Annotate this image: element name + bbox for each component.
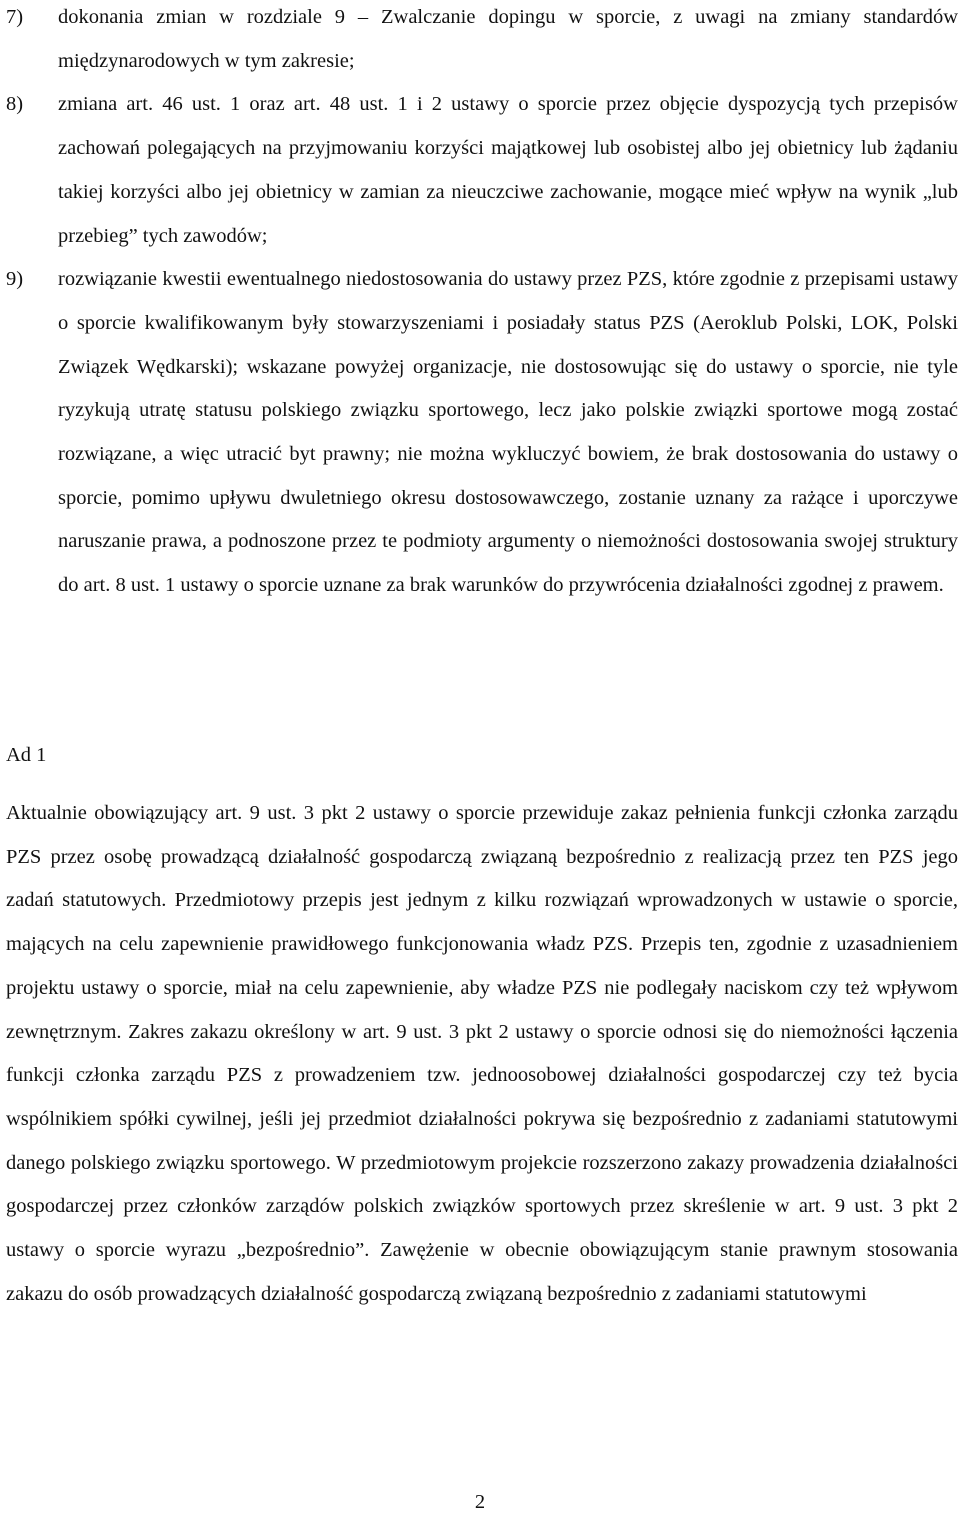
list-item-number: 7) <box>6 6 24 28</box>
list-item <box>6 0 958 83</box>
list-item-number: 8) <box>6 93 24 116</box>
list-item <box>6 83 958 258</box>
section-paragraph: Aktualnie obowiązujący art. 9 ust. 3 pkt 2 ustawy o sporcie przewiduje zakaz pełnienia funkcji członka zarządu PZS przez osobę prowadzącą działalność gospodarczą związaną bezpośrednio z realizacją przez ten PZS jego zadań statutowych. Przedmiotowy przepis jest jednym z kilku rozwiązań wprowadzonych w ustawie o sporcie, mających na celu zapewnienie prawidłowego funkcjonowania władz PZS. Przepis ten, zgodnie z uzasadnieniem projektu ustawy o sporcie, miał na celu zapewnienie, aby władze PZS nie podlegały naciskom czy też wpływom zewnętrznym. Zakres zakazu określony w art. 9 ust. 3 pkt 2 ustawy o sporcie odnosi się do niemożności łączenia funkcji członka zarządu PZS z prowadzeniem tzw. jednoosobowej działalności gospodarczej czy też bycia wspólnikiem spółki cywilnej, jeśli jej przedmiot działalności pokrywa się bezpośrednio z zadaniami statutowymi danego polskiego związku sportowego. W przedmiotowym projekcie rozszerzono zakazy prowadzenia działalności gospodarczej przez członków zarządów polskich związków sportowych przez skreślenie w art. 9 ust. 3 pkt 2 ustawy o sporcie wyrazu „bezpośrednio”. Zawężenie w obecnie obowiązującym stanie prawnym stosowania zakazu do osób prowadzących działalność gospodarczą związaną bezpośrednio z zadaniami statutowymi <box>6 802 958 1305</box>
list-item <box>6 258 958 608</box>
list-item-text: rozwiązanie kwestii ewentualnego niedostosowania do ustawy przez PZS, które zgodnie z przepisami ustawy o sporcie kwalifikowanym były stowarzyszeniami i posiadały status PZS (Aeroklub Polski, LOK, Polski Związek Wędkarski); wskazane powyżej organizacje, nie dostosowując się do ustawy o sporcie, nie tyle ryzykują utratę statusu polskiego związku sportowego, lecz jako polskie związki sportowe mogą zostać rozwiązane, a więc utracić byt prawny; nie można wykluczyć bowiem, że brak dostosowania do ustawy o sporcie, pomimo upływu dwuletniego okresu dostosowawczego, zostanie uznany za rażące i uporczywe naruszanie prawa, a podnoszone przez te podmioty argumenty o niemożności dostosowania swojej struktury do art. 8 ust. 1 ustawy o sporcie uznane za brak warunków do przywrócenia działalności zgodnej z prawem. <box>58 268 958 597</box>
page-number: 2 <box>474 1491 486 1513</box>
amendment-list <box>6 0 958 608</box>
list-item-number: 9) <box>6 268 24 291</box>
section-heading: Ad 1 <box>6 744 47 766</box>
list-item-text: zmiana art. 46 ust. 1 oraz art. 48 ust. 1 i 2 ustawy o sporcie przez objęcie dyspozycją tych przepisów zachowań polegających na przyjmowaniu korzyści majątkowej lub osobistej albo jej obietnicy lub żądaniu takiej korzyści albo jej obietnicy w zamian za nieuczciwe zachowanie, mogące mieć wpływ na wynik „lub przebieg” tych zawodów; <box>58 93 958 247</box>
list-item-text: dokonania zmian w rozdziale 9 – Zwalczanie dopingu w sporcie, z uwagi na zmiany standardów międzynarodowych w tym zakresie; <box>58 6 958 72</box>
